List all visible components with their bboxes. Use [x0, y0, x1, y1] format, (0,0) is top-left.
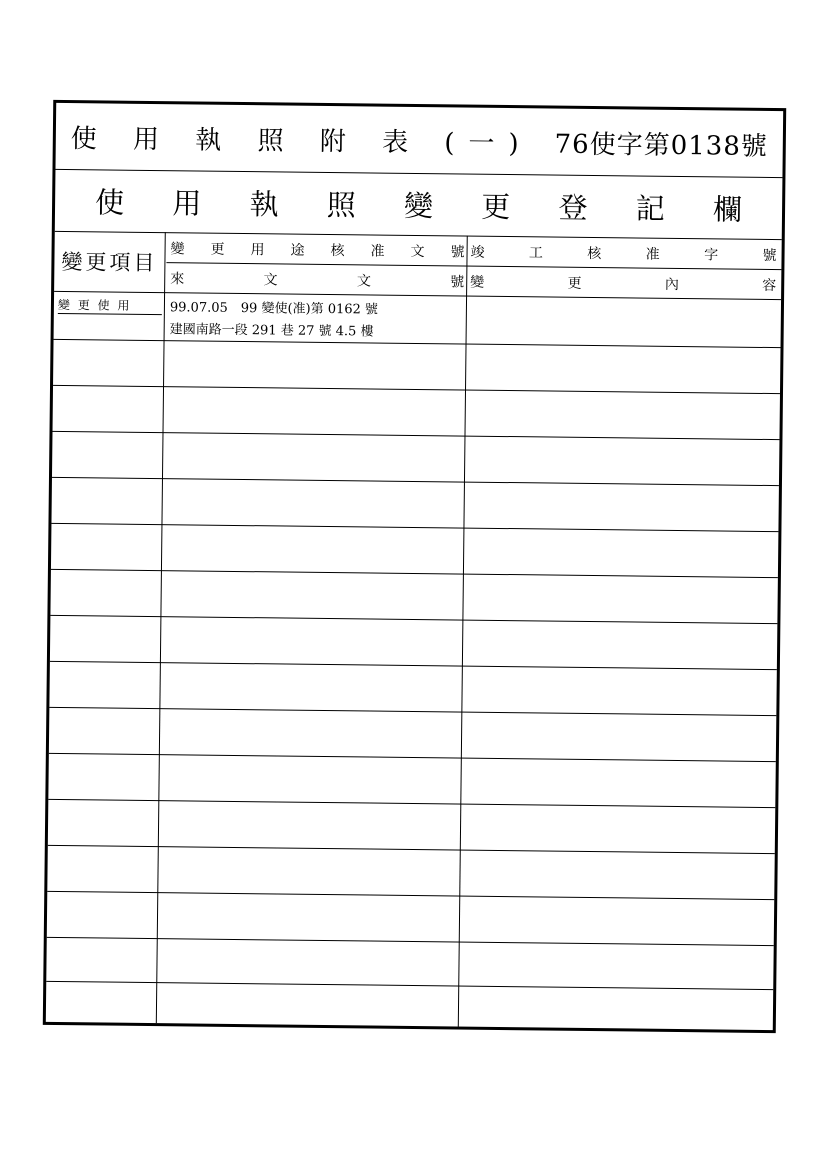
license-appendix-form	[43, 100, 786, 1033]
header-char: 竣	[470, 244, 485, 261]
section-title	[95, 169, 743, 238]
entry-doc-line2: 建國南路一段 291 巷 27 號 4.5 樓	[169, 321, 374, 340]
form-title	[55, 103, 783, 177]
section-title-char: 欄	[712, 191, 743, 227]
header-char: 工	[528, 245, 544, 262]
completion-approval-header	[470, 239, 776, 268]
header-char: 容	[762, 277, 777, 295]
header-char: 核	[330, 243, 345, 260]
header-char: 來	[170, 271, 185, 288]
section-title-char: 更	[481, 189, 511, 224]
header-char: 用	[250, 242, 265, 259]
approval-doc-header	[170, 235, 464, 264]
section-title-char: 用	[172, 185, 202, 221]
column-divider-2	[458, 236, 468, 1027]
header-char: 文	[263, 272, 278, 289]
header-char: 號	[450, 244, 465, 261]
section-title-char: 照	[326, 187, 357, 222]
header-char: 號	[762, 247, 777, 265]
form-title-left: 使 用 執 照 附 表 (一)	[70, 123, 533, 159]
section-title-char: 記	[635, 190, 665, 226]
header-char: 核	[587, 245, 602, 263]
entry-doc-line1: 99.07.05 99 變使(准)第 0162 號	[169, 299, 379, 318]
header-char: 變	[470, 274, 485, 291]
header-char: 途	[290, 242, 305, 259]
license-number: 76使字第0138號	[554, 129, 769, 162]
header-char: 更	[567, 275, 582, 292]
header-char: 變	[170, 241, 185, 258]
header-char: 內	[664, 276, 679, 293]
incoming-doc-header	[170, 265, 464, 294]
change-content-header	[470, 269, 776, 298]
section-title-char: 執	[249, 186, 279, 221]
header-char: 字	[704, 247, 719, 264]
change-item-header: 變更項目	[61, 249, 158, 276]
header-char: 文	[410, 243, 425, 261]
header-char: 准	[370, 243, 385, 260]
header-char: 文	[356, 273, 371, 290]
column-divider-1	[156, 232, 166, 1023]
section-title-char: 使	[94, 184, 125, 220]
section-title-char: 變	[403, 188, 434, 223]
header-char: 准	[645, 246, 660, 263]
entry-item: 變 更 使 用	[57, 297, 132, 313]
section-title-char: 登	[558, 190, 588, 225]
header-char: 更	[210, 241, 225, 258]
header-char: 號	[450, 274, 465, 291]
